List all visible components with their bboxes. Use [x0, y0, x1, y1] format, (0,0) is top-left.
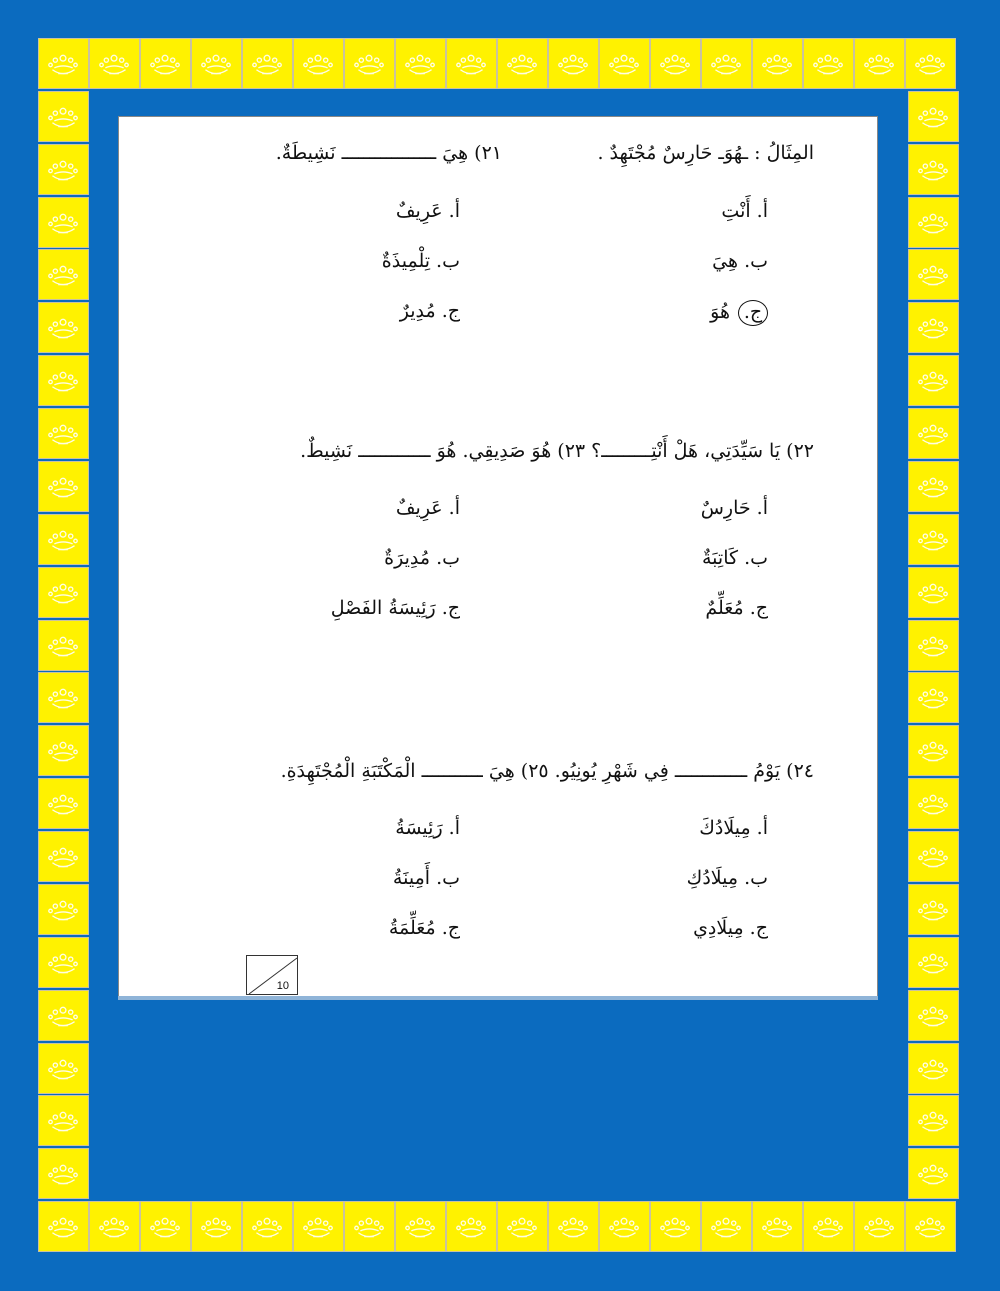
selected-answer-circle: ج.	[738, 300, 768, 326]
border-tile	[38, 91, 89, 142]
border-tile	[38, 144, 89, 195]
border-tile	[908, 672, 959, 723]
flower-ornament-icon	[909, 462, 958, 511]
border-tile	[905, 1201, 956, 1252]
flower-ornament-icon	[39, 39, 88, 88]
flower-ornament-icon	[39, 462, 88, 511]
flower-ornament-icon	[909, 1149, 958, 1198]
border-tile	[38, 1148, 89, 1199]
flower-ornament-icon	[39, 303, 88, 352]
flower-ornament-icon	[855, 39, 904, 88]
border-tile	[701, 38, 752, 89]
border-tile	[38, 778, 89, 829]
border-tile	[908, 461, 959, 512]
flower-ornament-icon	[855, 1202, 904, 1251]
border-tile	[854, 38, 905, 89]
border-tile	[548, 38, 599, 89]
border-tile	[38, 197, 89, 248]
border-tile	[38, 937, 89, 988]
border-tile	[908, 884, 959, 935]
flower-ornament-icon	[39, 991, 88, 1040]
flower-ornament-icon	[39, 568, 88, 617]
q24-option-b-right: ب. مِيلَادُكِ	[686, 867, 768, 889]
q21-option-b-left: ب. تِلْمِيذَةٌ	[381, 250, 460, 272]
flower-ornament-icon	[39, 832, 88, 881]
flower-ornament-icon	[909, 621, 958, 670]
q21-option-b-right: ب. هِيَ	[712, 250, 768, 272]
flower-ornament-icon	[498, 1202, 547, 1251]
flower-ornament-icon	[600, 1202, 649, 1251]
flower-ornament-icon	[39, 250, 88, 299]
questions-24-25: ٢٤) يَوْمُ ـــــــــــــ فِي شَهْرِ يُونِيُو. ٢٥) هِيَ ـــــــــــ الْمَكْتَبَةِ الْمُجْتَهِدَةِ.	[280, 760, 814, 782]
border-tile	[908, 144, 959, 195]
flower-ornament-icon	[141, 1202, 190, 1251]
flower-ornament-icon	[141, 39, 190, 88]
flower-ornament-icon	[90, 1202, 139, 1251]
border-tile	[908, 514, 959, 565]
border-tile	[293, 38, 344, 89]
questions-22-23: ٢٢) يَا سَيِّدَتِي، هَلْ أَنْتِـــــــــ؟ ٢٣) هُوَ صَدِيقِي. هُوَ ـــــــــــــ نَشِيطٌ.	[300, 440, 814, 462]
page-number: 10	[276, 980, 289, 992]
flower-ornament-icon	[39, 885, 88, 934]
flower-ornament-icon	[651, 1202, 700, 1251]
flower-ornament-icon	[192, 39, 241, 88]
border-tile	[908, 1043, 959, 1094]
flower-ornament-icon	[909, 145, 958, 194]
flower-ornament-icon	[243, 39, 292, 88]
border-tile	[344, 38, 395, 89]
flower-ornament-icon	[909, 991, 958, 1040]
border-tile	[803, 1201, 854, 1252]
q21-option-c-text: هُوَ	[710, 301, 730, 323]
border-tile	[905, 38, 956, 89]
flower-ornament-icon	[909, 303, 958, 352]
flower-ornament-icon	[909, 356, 958, 405]
border-tile	[38, 831, 89, 882]
border-tile	[38, 302, 89, 353]
page-bottom-edge	[118, 996, 878, 1000]
flower-ornament-icon	[753, 39, 802, 88]
flower-ornament-icon	[804, 1202, 853, 1251]
flower-ornament-icon	[39, 515, 88, 564]
border-tile	[908, 302, 959, 353]
flower-ornament-icon	[243, 1202, 292, 1251]
border-tile	[908, 408, 959, 459]
flower-ornament-icon	[39, 1096, 88, 1145]
border-tile	[38, 990, 89, 1041]
border-tile	[395, 1201, 446, 1252]
example-sentence: المِثَالُ : ـهُوَـ حَارِسٌ مُجْتَهِدٌ .	[597, 142, 814, 164]
flower-ornament-icon	[549, 39, 598, 88]
border-tile	[599, 1201, 650, 1252]
border-tile	[908, 1148, 959, 1199]
flower-ornament-icon	[192, 1202, 241, 1251]
flower-ornament-icon	[909, 568, 958, 617]
border-tile	[89, 1201, 140, 1252]
q22-option-c-right: ج. مُعَلِّمٌ	[705, 597, 768, 619]
border-tile	[38, 38, 89, 89]
border-tile	[497, 38, 548, 89]
border-tile	[344, 1201, 395, 1252]
border-tile	[446, 38, 497, 89]
border-tile	[599, 38, 650, 89]
q25-option-a-left: أ. رَئِيسَةُ	[395, 817, 460, 839]
flower-ornament-icon	[909, 515, 958, 564]
border-tile	[140, 38, 191, 89]
flower-ornament-icon	[294, 39, 343, 88]
border-tile	[752, 1201, 803, 1252]
flower-ornament-icon	[39, 779, 88, 828]
flower-ornament-icon	[39, 198, 88, 247]
flower-ornament-icon	[600, 39, 649, 88]
border-tile	[854, 1201, 905, 1252]
border-tile	[38, 514, 89, 565]
q24-option-a-right: أ. مِيلَادُكَ	[699, 817, 768, 839]
flower-ornament-icon	[804, 39, 853, 88]
border-tile	[38, 408, 89, 459]
flower-ornament-icon	[909, 779, 958, 828]
border-tile	[38, 355, 89, 406]
q25-option-c-left: ج. مُعَلِّمَةُ	[388, 917, 460, 939]
border-tile	[908, 778, 959, 829]
flower-ornament-icon	[39, 938, 88, 987]
flower-ornament-icon	[447, 1202, 496, 1251]
border-tile	[395, 38, 446, 89]
border-tile	[446, 1201, 497, 1252]
q24-option-c-right: ج. مِيلَادِي	[693, 917, 768, 939]
q23-option-b-left: ب. مُدِيرَةٌ	[384, 547, 460, 569]
flower-ornament-icon	[909, 1096, 958, 1145]
border-tile	[908, 620, 959, 671]
flower-ornament-icon	[39, 1202, 88, 1251]
border-tile	[908, 990, 959, 1041]
flower-ornament-icon	[909, 938, 958, 987]
border-tile	[38, 1095, 89, 1146]
q23-option-c-left: ج. رَئِيسَةُ الفَصْلِ	[330, 597, 460, 619]
flower-ornament-icon	[909, 832, 958, 881]
flower-ornament-icon	[396, 39, 445, 88]
border-tile	[548, 1201, 599, 1252]
page-number-box	[246, 955, 298, 995]
flower-ornament-icon	[909, 673, 958, 722]
flower-ornament-icon	[549, 1202, 598, 1251]
flower-ornament-icon	[345, 1202, 394, 1251]
flower-ornament-icon	[651, 39, 700, 88]
flower-ornament-icon	[39, 145, 88, 194]
border-tile	[38, 620, 89, 671]
flower-ornament-icon	[345, 39, 394, 88]
flower-ornament-icon	[39, 621, 88, 670]
flower-ornament-icon	[909, 885, 958, 934]
flower-ornament-icon	[39, 1044, 88, 1093]
flower-ornament-icon	[906, 39, 955, 88]
flower-ornament-icon	[909, 250, 958, 299]
border-tile	[908, 937, 959, 988]
border-tile	[803, 38, 854, 89]
flower-ornament-icon	[39, 92, 88, 141]
flower-ornament-icon	[294, 1202, 343, 1251]
flower-ornament-icon	[753, 1202, 802, 1251]
border-tile	[191, 38, 242, 89]
border-tile	[908, 725, 959, 776]
border-tile	[650, 1201, 701, 1252]
border-tile	[908, 831, 959, 882]
border-tile	[38, 884, 89, 935]
border-tile	[38, 1043, 89, 1094]
border-tile	[701, 1201, 752, 1252]
question-21: ٢١) هِيَ ـــــــــــــــــ نَشِيطَةٌ.	[275, 142, 502, 164]
border-tile	[38, 567, 89, 618]
border-tile	[38, 249, 89, 300]
flower-ornament-icon	[909, 409, 958, 458]
flower-ornament-icon	[702, 39, 751, 88]
q21-option-c-left: ج. مُدِيرٌ	[399, 300, 460, 322]
flower-ornament-icon	[909, 1044, 958, 1093]
flower-ornament-icon	[498, 39, 547, 88]
flower-ornament-icon	[39, 356, 88, 405]
diagonal-line-icon	[247, 956, 299, 996]
border-tile	[38, 672, 89, 723]
flower-ornament-icon	[447, 39, 496, 88]
border-tile	[497, 1201, 548, 1252]
flower-ornament-icon	[39, 409, 88, 458]
q25-option-b-left: ب. أَمِينَةُ	[392, 867, 460, 889]
border-tile	[38, 461, 89, 512]
border-tile	[89, 38, 140, 89]
q22-option-b-right: ب. كَاتِبَةٌ	[701, 547, 768, 569]
flower-ornament-icon	[39, 673, 88, 722]
q21-option-a-left: أ. عَرِيفٌ	[395, 200, 460, 222]
flower-ornament-icon	[909, 726, 958, 775]
border-tile	[140, 1201, 191, 1252]
border-tile	[908, 1095, 959, 1146]
border-tile	[242, 1201, 293, 1252]
q21-option-a-right: أ. أَنْتِ	[721, 200, 768, 222]
q22-option-a-right: أ. حَارِسٌ	[700, 497, 768, 519]
flower-ornament-icon	[90, 39, 139, 88]
border-tile	[38, 1201, 89, 1252]
border-tile	[242, 38, 293, 89]
border-tile	[908, 197, 959, 248]
border-tile	[38, 725, 89, 776]
border-tile	[908, 249, 959, 300]
border-tile	[908, 355, 959, 406]
q23-option-a-left: أ. عَرِيفٌ	[395, 497, 460, 519]
border-tile	[650, 38, 701, 89]
flower-ornament-icon	[909, 92, 958, 141]
border-tile	[908, 91, 959, 142]
flower-ornament-icon	[396, 1202, 445, 1251]
border-tile	[191, 1201, 242, 1252]
q21-option-c-right	[710, 300, 768, 326]
border-tile	[752, 38, 803, 89]
flower-ornament-icon	[906, 1202, 955, 1251]
flower-ornament-icon	[702, 1202, 751, 1251]
flower-ornament-icon	[39, 1149, 88, 1198]
flower-ornament-icon	[39, 726, 88, 775]
border-tile	[293, 1201, 344, 1252]
flower-ornament-icon	[909, 198, 958, 247]
border-tile	[908, 567, 959, 618]
